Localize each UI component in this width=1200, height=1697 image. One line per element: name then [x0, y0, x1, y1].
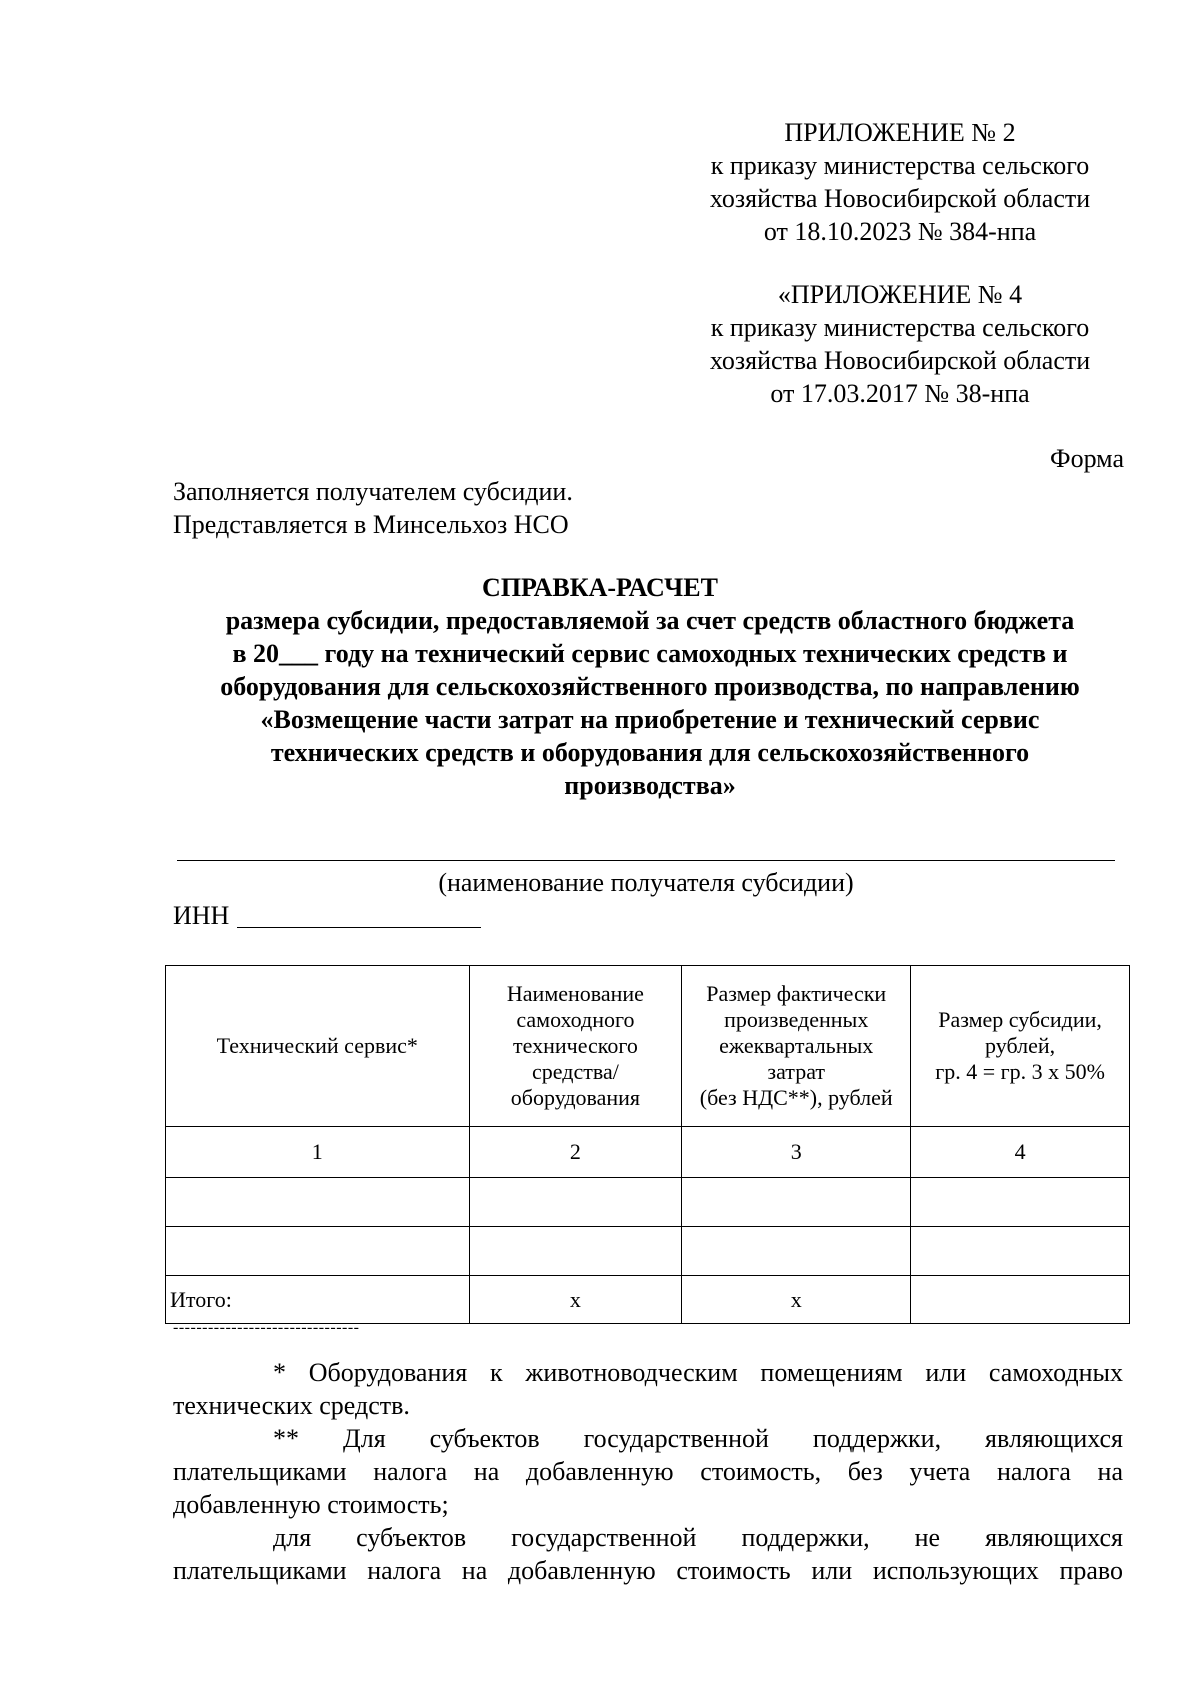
table-cell[interactable] — [166, 1227, 470, 1276]
header-text: Размер фактически — [706, 981, 887, 1006]
footnote-2-line2: плательщиками налога на добавленную стоимость, без учета налога на — [173, 1457, 1123, 1486]
header-cell-costs — [682, 966, 911, 1127]
header-text: оборудования — [510, 1085, 641, 1110]
appendix-2-line2: хозяйства Новосибирской области — [709, 184, 1091, 213]
notes-block — [173, 475, 573, 541]
footnote-separator: -------------------------------- — [173, 1319, 360, 1336]
header-text: Размер субсидии, — [938, 1007, 1102, 1032]
appendix-2-line3: от 18.10.2023 № 384-нпа — [763, 217, 1037, 246]
footnote-2-line3: добавленную стоимость; — [173, 1490, 449, 1519]
header-text: самоходного — [516, 1007, 635, 1032]
appendix-4-line2: хозяйства Новосибирской области — [709, 346, 1091, 375]
header-cell-service — [166, 966, 470, 1127]
subtitle-line: производства» — [564, 771, 736, 800]
footnote-1-line1: * Оборудования к животноводческим помещениям или самоходных — [273, 1358, 1123, 1387]
table-cell[interactable] — [469, 1227, 682, 1276]
header-text: произведенных — [724, 1007, 869, 1032]
document-subtitle — [150, 604, 1150, 802]
column-number: 1 — [166, 1127, 470, 1178]
appendix-2-title: ПРИЛОЖЕНИЕ № 2 — [784, 118, 1016, 147]
header-cell-equipment-name — [469, 966, 682, 1127]
appendix-4-block — [600, 278, 1200, 410]
table-cell[interactable] — [682, 1227, 911, 1276]
header-text: затрат — [767, 1059, 825, 1084]
appendix-2-line1: к приказу министерства сельского — [710, 151, 1090, 180]
total-subsidy-cell[interactable] — [911, 1276, 1130, 1324]
recipient-name-line[interactable] — [177, 860, 1115, 861]
total-label: Итого: — [166, 1276, 470, 1324]
header-text: рублей, — [985, 1033, 1056, 1058]
subtitle-line: оборудования для сельскохозяйственного производства, по направлению — [220, 672, 1080, 701]
subtitle-line: технических средств и оборудования для сельскохозяйственного — [270, 738, 1030, 767]
table-row — [166, 1178, 1130, 1227]
subtitle-line: «Возмещение части затрат на приобретение и технический сервис — [260, 705, 1040, 734]
total-col3-mark: х — [682, 1276, 911, 1324]
inn-field-line[interactable] — [237, 927, 481, 928]
recipient-caption: (наименование получателя субсидии) — [438, 868, 854, 897]
header-text: Технический сервис* — [216, 1033, 418, 1058]
column-number: 2 — [469, 1127, 682, 1178]
column-number: 3 — [682, 1127, 911, 1178]
table-cell[interactable] — [682, 1178, 911, 1227]
header-text: (без НДС**), рублей — [699, 1085, 893, 1110]
header-text: Наименование — [506, 981, 644, 1006]
table-total-row — [166, 1276, 1130, 1324]
note-line2: Представляется в Минсельхоз НСО — [173, 510, 569, 539]
appendix-2-block — [600, 116, 1200, 248]
footnote-3-line2: плательщиками налога на добавленную стоимость или использующих право — [173, 1556, 1123, 1585]
header-text: ежеквартальных — [719, 1033, 874, 1058]
header-text: гр. 4 = гр. 3 х 50% — [935, 1059, 1105, 1084]
subtitle-line: размера субсидии, предоставляемой за счет средств областного бюджета — [225, 606, 1075, 635]
footnote-1-line2: технических средств. — [173, 1391, 410, 1420]
table-column-numbers-row — [166, 1127, 1130, 1178]
column-number: 4 — [911, 1127, 1130, 1178]
header-cell-subsidy — [911, 966, 1130, 1127]
footnote-2-line1: ** Для субъектов государственной поддержки, являющихся — [273, 1424, 1123, 1453]
inn-label: ИНН — [173, 901, 230, 930]
table-row — [166, 1227, 1130, 1276]
appendix-4-title: «ПРИЛОЖЕНИЕ № 4 — [777, 280, 1023, 309]
footnote-3-line1: для субъектов государственной поддержки, не являющихся — [273, 1523, 1123, 1552]
table-header-row — [166, 966, 1130, 1127]
table-cell[interactable] — [911, 1178, 1130, 1227]
note-line1: Заполняется получателем субсидии. — [173, 477, 573, 506]
appendix-4-line3: от 17.03.2017 № 38-нпа — [770, 379, 1030, 408]
subsidy-table — [165, 965, 1130, 1324]
subtitle-line: в 20___ году на технический сервис самоходных технических средств и — [232, 639, 1068, 668]
total-col2-mark: х — [469, 1276, 682, 1324]
table-cell[interactable] — [911, 1227, 1130, 1276]
appendix-4-line1: к приказу министерства сельского — [710, 313, 1090, 342]
form-label: Форма — [1050, 444, 1124, 473]
table-cell[interactable] — [469, 1178, 682, 1227]
header-text: технического — [513, 1033, 638, 1058]
table-cell[interactable] — [166, 1178, 470, 1227]
header-text: средства/ — [532, 1059, 619, 1084]
document-title: СПРАВКА-РАСЧЕТ — [482, 573, 718, 602]
